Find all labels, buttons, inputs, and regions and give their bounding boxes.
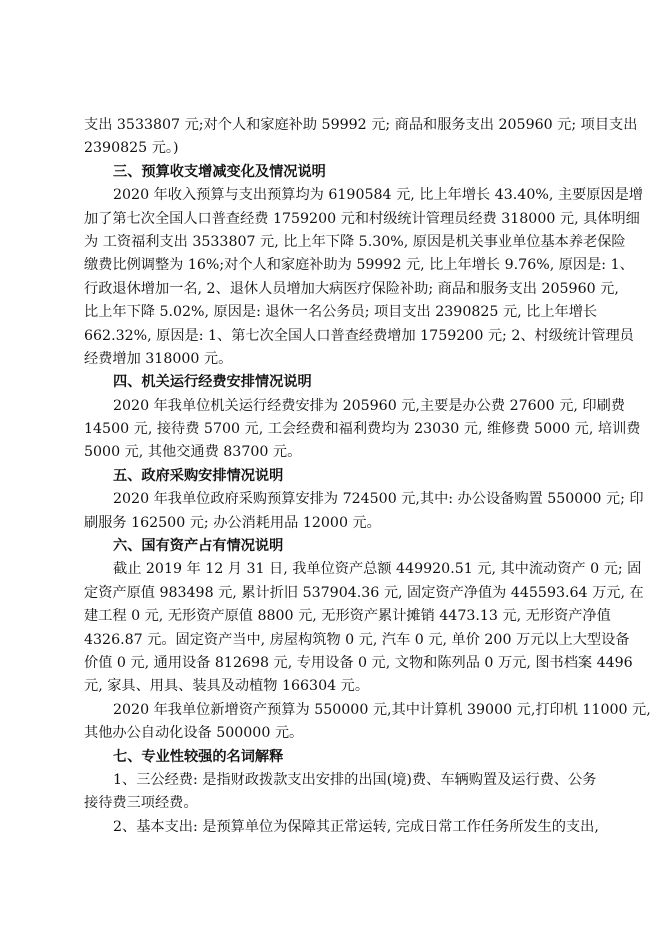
paragraph-line: 2390825 元。) [84, 140, 179, 157]
paragraph-line: 1、三公经费: 是指财政拨款支出安排的出国(境)费、车辆购置及运行费、公务 [113, 771, 597, 788]
paragraph-line: 14500 元, 接待费 5700 元, 工会经费和福利费均为 23030 元, 维修费 5000 元, 培训费 [84, 421, 641, 438]
document-body [84, 114, 651, 839]
paragraph-line: 5000 元, 其他交通费 83700 元。 [84, 444, 302, 461]
section-heading: 三、预算收支增减变化及情况说明 [113, 163, 326, 180]
section-heading: 五、政府采购安排情况说明 [113, 467, 284, 484]
paragraph-line: 2、基本支出: 是预算单位为保障其正常运转, 完成日常工作任务所发生的支出, [113, 818, 599, 835]
paragraph-line: 定资产原值 983498 元, 累计折旧 537904.36 元, 固定资产净值为 445593.64 万元, 在 [84, 584, 644, 601]
paragraph-line: 662.32%, 原因是: 1、第七次全国人口普查经费增加 1759200 元; 2、村级统计管理员 [84, 327, 634, 344]
paragraph-line: 2020 年收入预算与支出预算均为 6190584 元, 比上年增长 43.40%, 主要原因是增 [113, 187, 643, 204]
section-heading: 六、国有资产占有情况说明 [113, 538, 284, 555]
section-heading: 七、专业性较强的名词解释 [113, 748, 284, 765]
paragraph-line: 缴费比例调整为 16%;对个人和家庭补助为 59992 元, 比上年增长 9.76%, 原因是: 1、 [84, 257, 634, 274]
paragraph-line: 加了第七次全国人口普查经费 1759200 元和村级统计管理员经费 318000 元, 具体明细 [84, 210, 640, 227]
paragraph-line: 刷服务 162500 元; 办公消耗用品 12000 元。 [84, 514, 381, 531]
paragraph-line: 价值 0 元, 通用设备 812698 元, 专用设备 0 元, 文物和陈列品 0 万元, 图书档案 4496 [84, 654, 633, 671]
paragraph-line: 4326.87 元。固定资产当中, 房屋构筑物 0 元, 汽车 0 元, 单价 200 万元以上大型设备 [84, 631, 630, 648]
paragraph-line: 接待费三项经费。 [84, 795, 198, 812]
paragraph-line: 支出 3533807 元;对个人和家庭补助 59992 元; 商品和服务支出 205960 元; 项目支出 [84, 117, 638, 133]
paragraph-line: 建工程 0 元, 无形资产原值 8800 元, 无形资产累计摊销 4473.13 元, 无形资产净值 [84, 608, 611, 625]
paragraph-line: 2020 年我单位政府采购预算安排为 724500 元,其中: 办公设备购置 550000 元; 印 [113, 491, 644, 508]
paragraph-line: 2020 年我单位新增资产预算为 550000 元,其中计算机 39000 元,打印机 11000 元, [113, 701, 651, 718]
paragraph-line: 为 工资福利支出 3533807 元, 比上年下降 5.30%, 原因是机关事业单位基本养老保险 [84, 233, 626, 250]
paragraph-line: 元, 家具、用具、装具及动植物 166304 元。 [84, 678, 370, 695]
paragraph-line: 行政退休增加一名, 2、退休人员增加大病医疗保险补助; 商品和服务支出 205960 元, [84, 280, 619, 297]
paragraph-line: 2020 年我单位机关运行经费安排为 205960 元,主要是办公费 27600 元, 印刷费 [113, 397, 625, 414]
section-heading: 四、机关运行经费安排情况说明 [113, 374, 312, 391]
paragraph-line: 比上年下降 5.02%, 原因是: 退休一名公务员; 项目支出 2390825 元, 比上年增长 [84, 304, 598, 321]
paragraph-line: 经费增加 318000 元。 [84, 350, 233, 367]
paragraph-line: 其他办公自动化设备 500000 元。 [84, 725, 304, 742]
paragraph-line: 截止 2019 年 12 月 31 日, 我单位资产总额 449920.51 元, 其中流动资产 0 元; 固 [113, 561, 642, 578]
